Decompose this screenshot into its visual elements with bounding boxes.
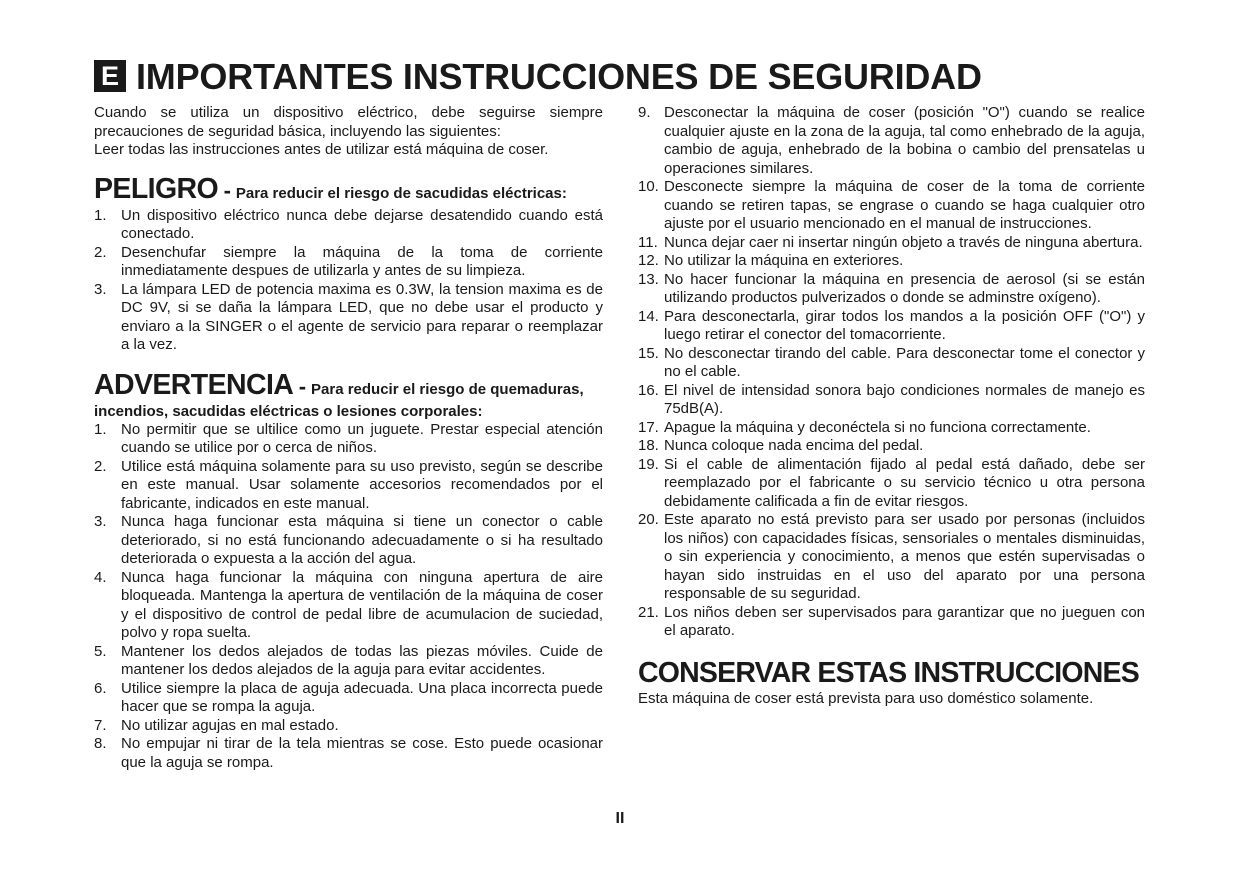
item-text: Si el cable de alimentación fijado al pedal está dañado, debe ser reemplazado por el fabricante o su servicio técnico u otra persona debidamente calificada a fin de evitar riesgos.: [664, 455, 1145, 510]
list-item: [94, 281, 603, 355]
list-item: [94, 513, 603, 569]
item-text: Desconectar la máquina de coser (posición "O") cuando se realice cualquier ajuste en la zona de la aguja, tal como enhebrado de la aguja, cambio de aguja, enhebrado de la bobina o cambio del prensatelas u operaciones similares.: [664, 104, 1145, 177]
list-item: [94, 643, 603, 680]
item-number: 21.: [638, 603, 659, 621]
item-text: Para desconectarla, girar todos los mandos a la posición OFF ("O") y luego retirar el conector del tomacorriente.: [664, 307, 1145, 343]
item-number: 5.: [94, 642, 107, 660]
item-number: 12.: [638, 252, 659, 269]
list-item: [638, 604, 1145, 641]
item-text: Utilice está máquina solamente para su uso previsto, según se describe en este manual. Usar solamente accesorios recomendados por el fabricante, indicados en este manual.: [121, 457, 603, 512]
item-text: Un dispositivo eléctrico nunca debe dejarse desatendido cuando está conectado.: [121, 206, 603, 242]
peligro-subtitle: Para reducir el riesgo de sacudidas eléctricas:: [235, 184, 567, 202]
list-item: [94, 680, 603, 717]
language-badge: E: [94, 60, 126, 92]
page-header: [94, 56, 1094, 98]
item-text: No desconectar tirando del cable. Para desconectar tome el conector y no el cable.: [664, 344, 1145, 380]
list-item: [94, 207, 603, 244]
conservar-text: Esta máquina de coser está prevista para uso doméstico solamente.: [638, 689, 1094, 707]
peligro-list: [94, 207, 603, 355]
page-number: II: [615, 810, 625, 827]
right-column: [638, 104, 1145, 708]
item-number: 19.: [638, 455, 659, 473]
item-number: 7.: [94, 716, 107, 734]
left-column: [94, 104, 603, 772]
peligro-heading: [94, 173, 603, 207]
list-item: [94, 244, 603, 281]
item-number: 3.: [94, 280, 107, 298]
item-number: 13.: [638, 270, 659, 288]
page-title: IMPORTANTES INSTRUCCIONES DE SEGURIDAD: [136, 56, 982, 97]
item-text: Utilice siempre la placa de aguja adecuada. Una placa incorrecta puede hacer que se rompa la aguja.: [121, 679, 603, 715]
item-number: 2.: [94, 243, 107, 261]
item-number: 10.: [638, 178, 659, 195]
item-text: La lámpara LED de potencia maxima es 0.3W, la tension maxima es de DC 9V, si se daña la lámpara LED, que no debe usar el producto y enviaro a la SINGER o el agente de servicio para reparar o reemplazar a la vez.: [121, 280, 603, 353]
list-item: [638, 252, 1145, 271]
item-number: 15.: [638, 344, 659, 362]
list-item: [638, 511, 1145, 604]
item-number: 14.: [638, 307, 659, 325]
list-item: [638, 308, 1145, 345]
list-item: [94, 569, 603, 643]
item-number: 6.: [94, 679, 107, 697]
item-text: El nivel de intensidad sonora bajo condiciones normales de manejo es 75dB(A).: [664, 381, 1145, 417]
item-number: 2.: [94, 457, 107, 475]
item-text: No utilizar la máquina en exteriores.: [664, 252, 904, 269]
item-number: 4.: [94, 568, 107, 586]
item-text: Nunca dejar caer ni insertar ningún objeto a través de ninguna abertura.: [664, 233, 1143, 251]
list-item: [94, 421, 603, 458]
intro-read-instructions: Leer todas las instrucciones antes de utilizar está máquina de coser.: [94, 141, 549, 158]
item-text: Desconecte siempre la máquina de coser de la toma de corriente cuando se retiren tapas, se engrase o cuando se haga cualquier otro ajuste por el usuario mencionado en el manual de instrucciones.: [664, 178, 1145, 232]
intro-paragraph: Cuando se utiliza un dispositivo eléctrico, debe seguirse siempre precauciones de seguridad básica, incluyendo las siguientes:: [94, 104, 603, 140]
advertencia-subtitle-continued: incendios, sacudidas eléctricas o lesiones corporales:: [94, 402, 483, 420]
list-item: [638, 456, 1145, 512]
list-item: [638, 345, 1145, 382]
item-text: Nunca haga funcionar la máquina con ninguna apertura de aire bloqueada. Mantenga la apertura de ventilación de la máquina de coser y el dispositivo de control de pedal libre de acumulacion de suciedad, polvo y ropa suelta.: [121, 568, 603, 641]
item-number: 1.: [94, 206, 107, 224]
list-item: [638, 178, 1145, 234]
advertencia-title: ADVERTENCIA: [94, 368, 294, 401]
item-number: 11.: [638, 233, 658, 251]
item-text: No hacer funcionar la máquina en presencia de aerosol (si se están utilizando productos pulverizados o donde se adminstre oxígeno).: [664, 270, 1145, 306]
list-item: [638, 234, 1145, 253]
item-number: 17.: [638, 418, 659, 436]
list-item: [94, 458, 603, 514]
peligro-title: PELIGRO: [94, 172, 219, 205]
list-item: [94, 717, 603, 736]
conservar-heading: CONSERVAR ESTAS INSTRUCCIONES: [638, 656, 1139, 689]
advertencia-subtitle: Para reducir el riesgo de quemaduras,: [311, 380, 584, 398]
list-item: [638, 437, 1145, 456]
item-text: Los niños deben ser supervisados para garantizar que no jueguen con el aparato.: [664, 603, 1145, 639]
item-text: Nunca coloque nada encima del pedal.: [664, 437, 924, 454]
list-item: [638, 382, 1145, 419]
item-text: Nunca haga funcionar esta máquina si tiene un conector o cable deteriorado, si no está funcionando adecuadamente o si ha resultado deteriorada o expuesta a la acción del agua.: [121, 513, 603, 567]
item-number: 16.: [638, 381, 659, 399]
item-number: 3.: [94, 513, 107, 530]
item-number: 20.: [638, 511, 659, 528]
item-text: Apague la máquina y deconéctela si no funciona correctamente.: [664, 418, 1091, 436]
list-item: [638, 271, 1145, 308]
item-text: Desenchufar siempre la máquina de la toma de corriente inmediatamente despues de utilizarla y antes de su limpieza.: [121, 243, 603, 279]
item-text: Mantener los dedos alejados de todas las piezas móviles. Cuide de mantener los dedos alejados de la aguja para evitar accidentes.: [121, 642, 603, 678]
item-text: No empujar ni tirar de la tela mientras se cose. Esto puede ocasionar que la aguja se rompa.: [121, 735, 603, 771]
advertencia-dash: -: [293, 373, 312, 399]
item-text: No permitir que se ultilice como un juguete. Prestar especial atención cuando se utilice por o cerca de niños.: [121, 420, 603, 456]
advertencia-heading: [94, 369, 603, 403]
list-item: [638, 104, 1145, 178]
item-text: Este aparato no está previsto para ser usado por personas (incluidos los niños) con capacidades físicas, sensoriales o mentales disminuidas, o sin experiencia y conocimiento, a menos que estén supervisadas o hayan sido instruidas en el uso del aparato por una persona responsable de su seguridad.: [664, 511, 1145, 602]
item-number: 8.: [94, 735, 107, 752]
list-item: [94, 735, 603, 772]
list-item: [638, 419, 1145, 438]
peligro-dash: -: [218, 177, 236, 203]
item-number: 18.: [638, 437, 659, 454]
item-text: No utilizar agujas en mal estado.: [121, 716, 339, 734]
continued-list: [638, 104, 1145, 641]
item-number: 9.: [638, 104, 651, 121]
advertencia-list: [94, 421, 603, 773]
item-number: 1.: [94, 420, 107, 438]
